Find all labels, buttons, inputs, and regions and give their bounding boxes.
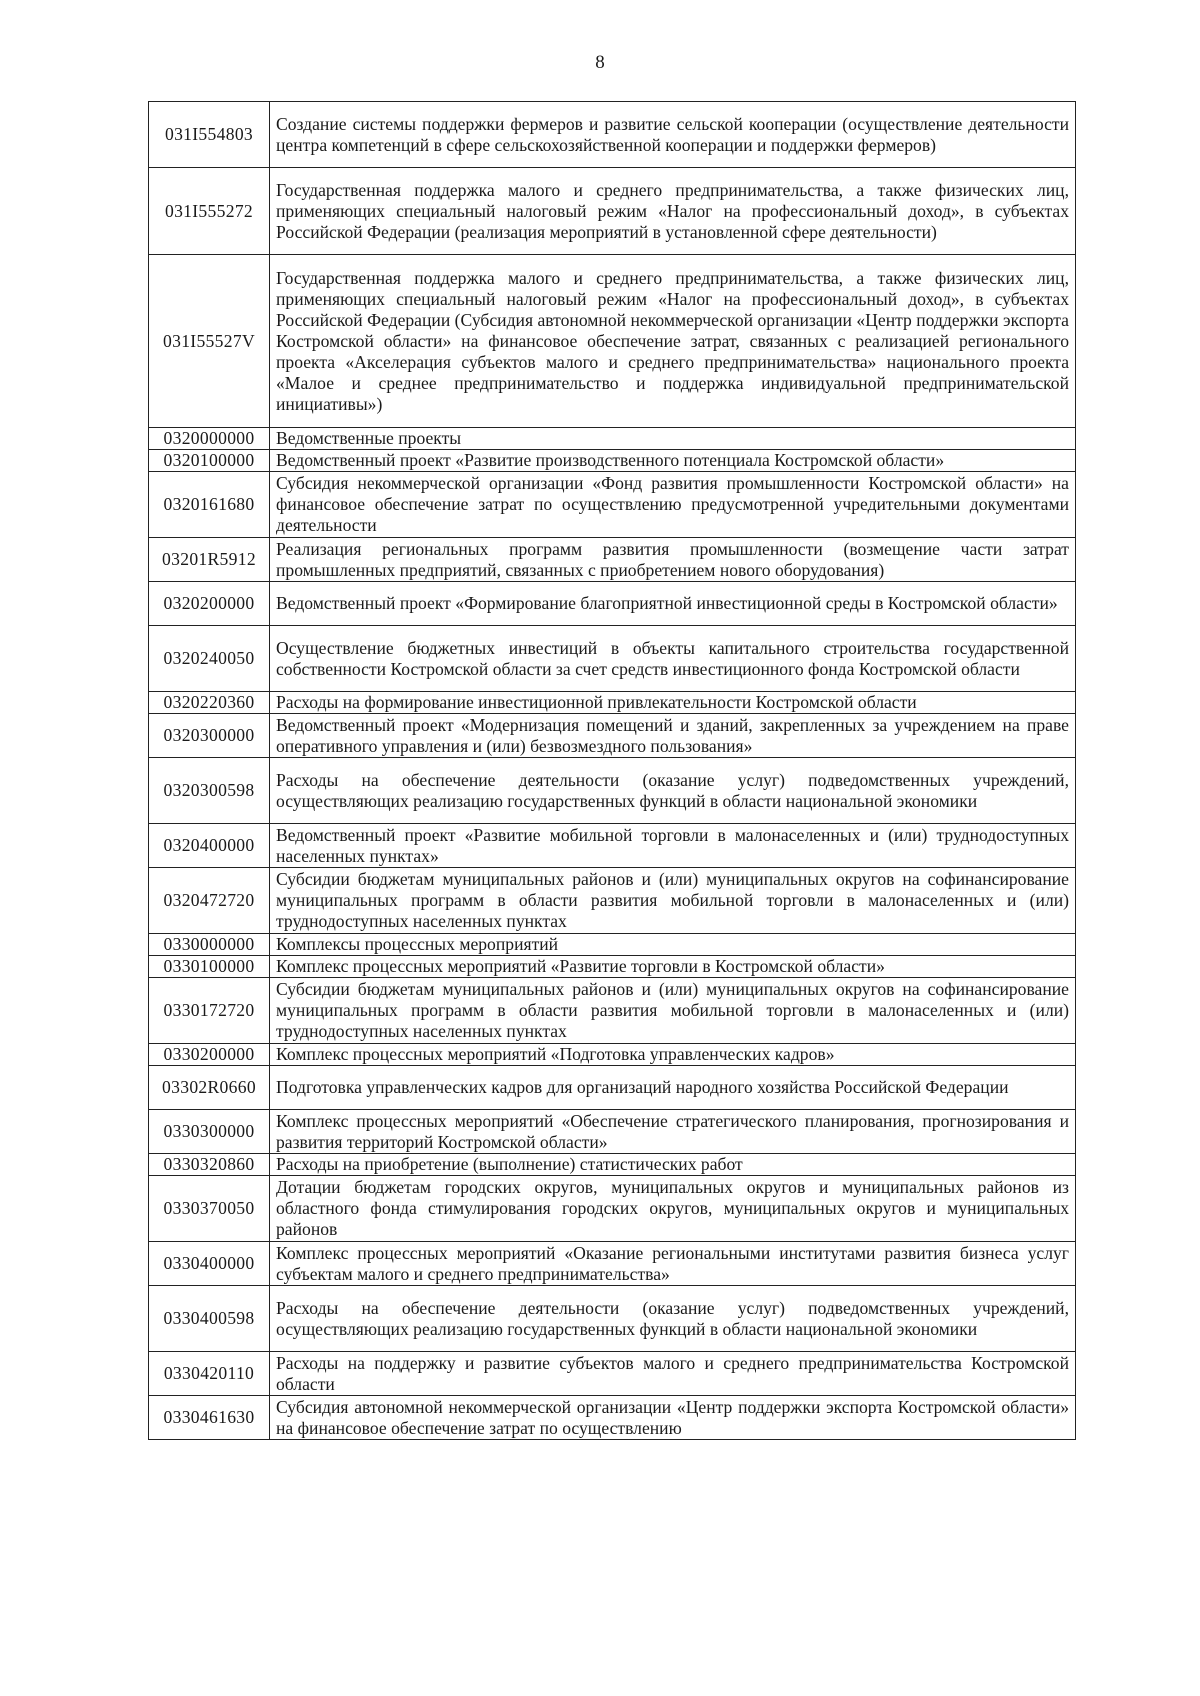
table-row [149, 102, 1076, 168]
classification-description: Ведомственные проекты [270, 428, 1076, 450]
classification-description: Осуществление бюджетных инвестиций в объекты капитального строительства государственной собственности Костромской области за счет средств инвестиционного фонда Костромской области [270, 626, 1076, 692]
classification-code: 031I554803 [149, 102, 270, 168]
classification-code: 0320100000 [149, 450, 270, 472]
budget-classification-table [148, 101, 1076, 1440]
classification-code: 0330420110 [149, 1352, 270, 1396]
classification-description: Комплекс процессных мероприятий «Подготовка управленческих кадров» [270, 1044, 1076, 1066]
table-row [149, 868, 1076, 934]
table-row [149, 1066, 1076, 1110]
classification-description: Комплекс процессных мероприятий «Обеспечение стратегического планирования, прогнозирования и развития территорий Костромской области» [270, 1110, 1076, 1154]
table-row [149, 714, 1076, 758]
classification-description: Расходы на приобретение (выполнение) статистических работ [270, 1154, 1076, 1176]
table-row [149, 1242, 1076, 1286]
table-row [149, 582, 1076, 626]
classification-code: 0330400598 [149, 1286, 270, 1352]
table-row [149, 1044, 1076, 1066]
table-row [149, 168, 1076, 255]
table-row [149, 1110, 1076, 1154]
classification-code: 03201R5912 [149, 538, 270, 582]
table-row [149, 934, 1076, 956]
page-number: 8 [595, 52, 605, 73]
table-row [149, 538, 1076, 582]
classification-description: Создание системы поддержки фермеров и развитие сельской кооперации (осуществление деятельности центра компетенций в сфере сельскохозяйственной кооперации и поддержки фермеров) [270, 102, 1076, 168]
classification-description: Субсидия некоммерческой организации «Фонд развития промышленности Костромской области» на финансовое обеспечение затрат по осуществлению предусмотренной учредительными документами деятельности [270, 472, 1076, 538]
classification-code: 0330400000 [149, 1242, 270, 1286]
classification-code: 0320400000 [149, 824, 270, 868]
table-row [149, 1286, 1076, 1352]
classification-code: 0320300598 [149, 758, 270, 824]
classification-description: Комплекс процессных мероприятий «Развитие торговли в Костромской области» [270, 956, 1076, 978]
classification-code: 0330300000 [149, 1110, 270, 1154]
classification-code: 0320200000 [149, 582, 270, 626]
classification-description: Расходы на поддержку и развитие субъектов малого и среднего предпринимательства Костромской области [270, 1352, 1076, 1396]
classification-code: 0330320860 [149, 1154, 270, 1176]
table-row [149, 956, 1076, 978]
table-row [149, 255, 1076, 428]
classification-code: 0320240050 [149, 626, 270, 692]
classification-code: 0330370050 [149, 1176, 270, 1242]
table-row [149, 692, 1076, 714]
classification-description: Подготовка управленческих кадров для организаций народного хозяйства Российской Федерации [270, 1066, 1076, 1110]
classification-code: 0330200000 [149, 1044, 270, 1066]
classification-description: Субсидии бюджетам муниципальных районов и (или) муниципальных округов на софинансирование муниципальных программ в области развития мобильной торговли в малонаселенных и (или) труднодоступных населенных пунктах [270, 978, 1076, 1044]
table-row [149, 450, 1076, 472]
classification-code: 0320220360 [149, 692, 270, 714]
classification-code: 03302R0660 [149, 1066, 270, 1110]
classification-code: 0330461630 [149, 1396, 270, 1440]
table-row [149, 758, 1076, 824]
classification-description: Государственная поддержка малого и среднего предпринимательства, а также физических лиц, применяющих специальный налоговый режим «Налог на профессиональный доход», в субъектах Российской Федерации (реализация мероприятий в установленной сфере деятельности) [270, 168, 1076, 255]
table-row [149, 472, 1076, 538]
table-body [149, 102, 1076, 1440]
classification-description: Расходы на обеспечение деятельности (оказание услуг) подведомственных учреждений, осуществляющих реализацию государственных функций в области национальной экономики [270, 1286, 1076, 1352]
classification-code: 0320472720 [149, 868, 270, 934]
classification-description: Субсидии бюджетам муниципальных районов и (или) муниципальных округов на софинансирование муниципальных программ в области развития мобильной торговли в малонаселенных и (или) труднодоступных населенных пунктах [270, 868, 1076, 934]
classification-description: Расходы на обеспечение деятельности (оказание услуг) подведомственных учреждений, осуществляющих реализацию государственных функций в области национальной экономики [270, 758, 1076, 824]
classification-description: Расходы на формирование инвестиционной привлекательности Костромской области [270, 692, 1076, 714]
table-row [149, 978, 1076, 1044]
classification-description: Ведомственный проект «Формирование благоприятной инвестиционной среды в Костромской области» [270, 582, 1076, 626]
classification-description: Дотации бюджетам городских округов, муниципальных округов и муниципальных районов из областного фонда стимулирования городских округов, муниципальных округов и муниципальных районов [270, 1176, 1076, 1242]
classification-description: Реализация региональных программ развития промышленности (возмещение части затрат промышленных предприятий, связанных с приобретением нового оборудования) [270, 538, 1076, 582]
table-row [149, 428, 1076, 450]
classification-code: 0320300000 [149, 714, 270, 758]
classification-code: 0330100000 [149, 956, 270, 978]
classification-code: 031I55527V [149, 255, 270, 428]
table-row [149, 1396, 1076, 1440]
classification-description: Комплексы процессных мероприятий [270, 934, 1076, 956]
classification-description: Субсидия автономной некоммерческой организации «Центр поддержки экспорта Костромской области» на финансовое обеспечение затрат по осуществлению [270, 1396, 1076, 1440]
classification-description: Государственная поддержка малого и среднего предпринимательства, а также физических лиц, применяющих специальный налоговый режим «Налог на профессиональный доход», в субъектах Российской Федерации (Субсидия автономной некоммерческой организации «Центр поддержки экспорта Костромской области» на финансовое обеспечение затрат, связанных с реализацией регионального проекта «Акселерация субъектов малого и среднего предпринимательства» национального проекта «Малое и среднее предпринимательство и поддержка индивидуальной предпринимательской инициативы») [270, 255, 1076, 428]
table-row [149, 824, 1076, 868]
classification-code: 0320161680 [149, 472, 270, 538]
classification-description: Ведомственный проект «Модернизация помещений и зданий, закрепленных за учреждением на праве оперативного управления и (или) безвозмездного пользования» [270, 714, 1076, 758]
classification-description: Ведомственный проект «Развитие мобильной торговли в малонаселенных и (или) труднодоступных населенных пунктах» [270, 824, 1076, 868]
classification-code: 031I555272 [149, 168, 270, 255]
table-row [149, 1154, 1076, 1176]
classification-description: Комплекс процессных мероприятий «Оказание региональными институтами развития бизнеса услуг субъектам малого и среднего предпринимательства» [270, 1242, 1076, 1286]
classification-description: Ведомственный проект «Развитие производственного потенциала Костромской области» [270, 450, 1076, 472]
classification-code: 0330000000 [149, 934, 270, 956]
table-row [149, 1176, 1076, 1242]
classification-code: 0330172720 [149, 978, 270, 1044]
table-row [149, 626, 1076, 692]
table-row [149, 1352, 1076, 1396]
classification-code: 0320000000 [149, 428, 270, 450]
